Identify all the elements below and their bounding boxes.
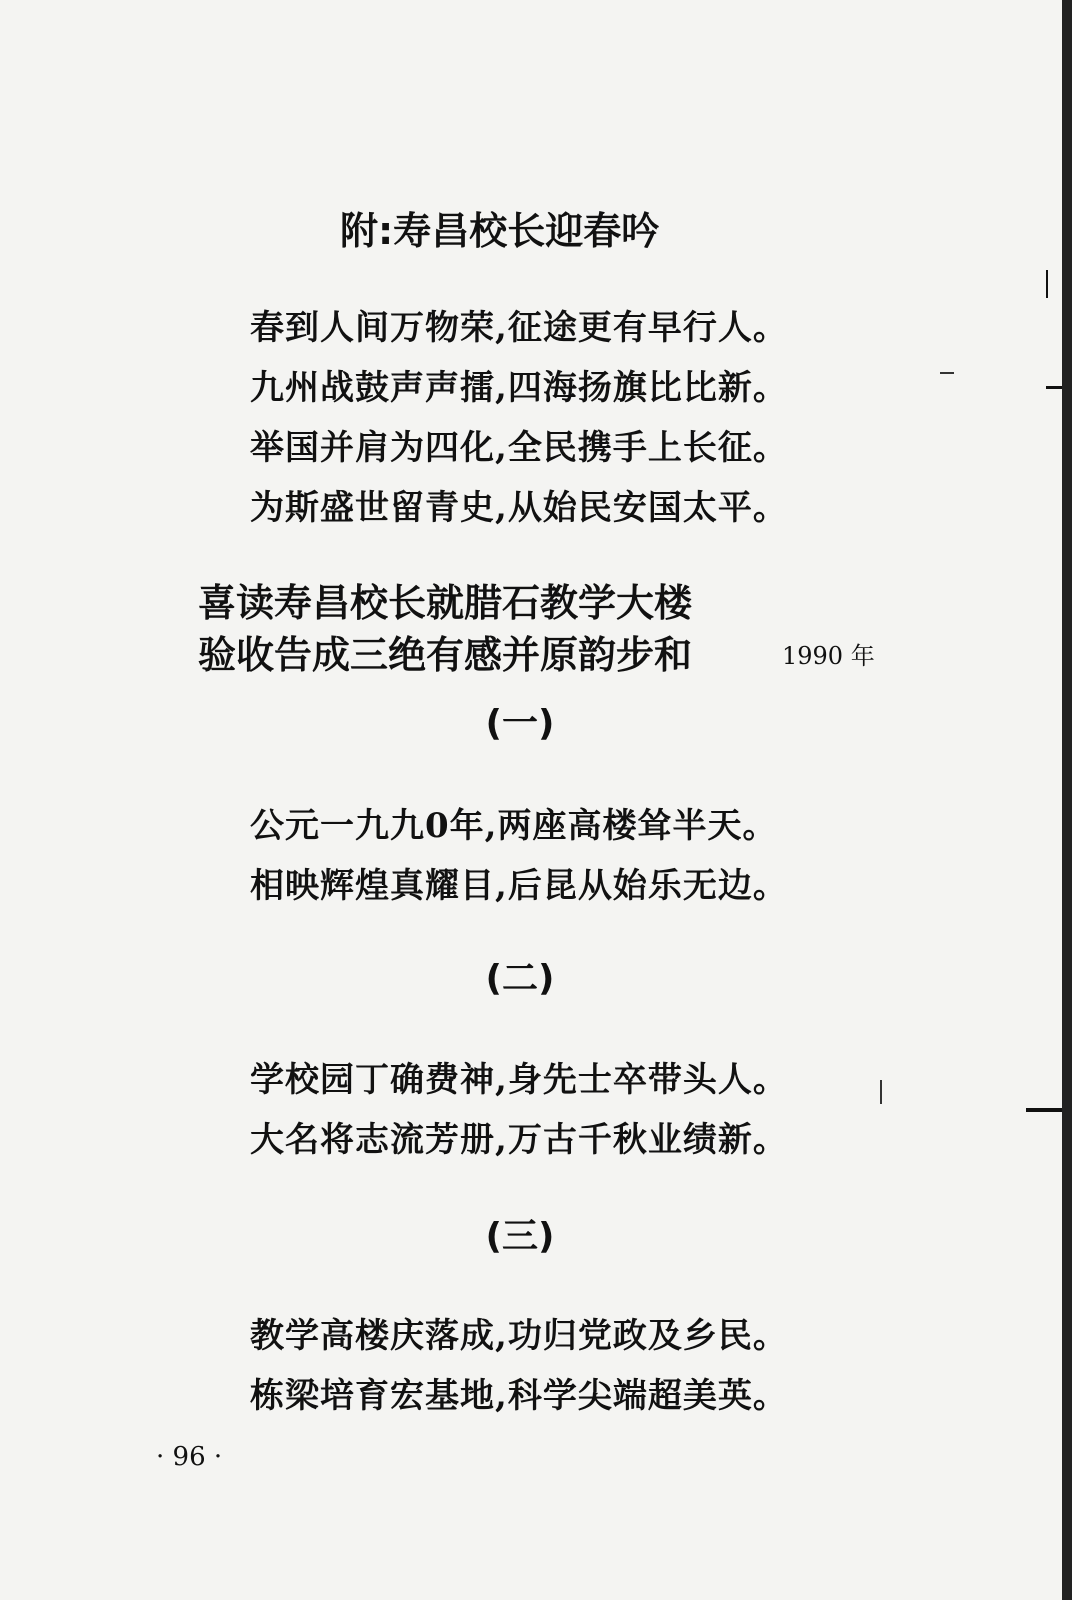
part3-line: 教学高楼庆落成,功归党政及乡民。 [250, 1316, 788, 1356]
page-number: · 96 · [156, 1442, 223, 1472]
scan-edge [1062, 0, 1072, 1600]
poem1-line: 春到人间万物荣,征途更有早行人。 [250, 308, 788, 348]
scan-mark [1046, 270, 1048, 298]
part1-line: 相映辉煌真耀目,后昆从始乐无边。 [250, 866, 788, 906]
scan-mark [1046, 386, 1062, 389]
scan-speck [880, 1080, 882, 1104]
part2-line: 学校园丁确费神,身先士卒带头人。 [250, 1060, 788, 1100]
poem1-line: 九州战鼓声声擂,四海扬旗比比新。 [250, 368, 788, 408]
poem2-title-line1: 喜读寿昌校长就腊石教学大楼 [198, 581, 693, 625]
part-number-2: (二) [485, 958, 555, 999]
part2-line: 大名将志流芳册,万古千秋业绩新。 [250, 1120, 788, 1160]
part1-line: 公元一九九0年,两座高楼耸半天。 [250, 806, 778, 846]
part-number-1: (一) [485, 703, 555, 744]
scan-speck [940, 372, 954, 374]
poem1-line: 举国并肩为四化,全民携手上长征。 [250, 428, 788, 468]
scan-mark [1026, 1108, 1062, 1112]
part3-line: 栋梁培育宏基地,科学尖端超美英。 [250, 1376, 788, 1416]
poem1-title: 附:寿昌校长迎春吟 [340, 209, 660, 253]
poem2-title-line2: 验收告成三绝有感并原韵步和 [198, 633, 693, 677]
part-number-3: (三) [485, 1216, 555, 1257]
poem1-line: 为斯盛世留青史,从始民安国太平。 [250, 488, 788, 528]
poem2-year: 1990 年 [782, 642, 875, 670]
